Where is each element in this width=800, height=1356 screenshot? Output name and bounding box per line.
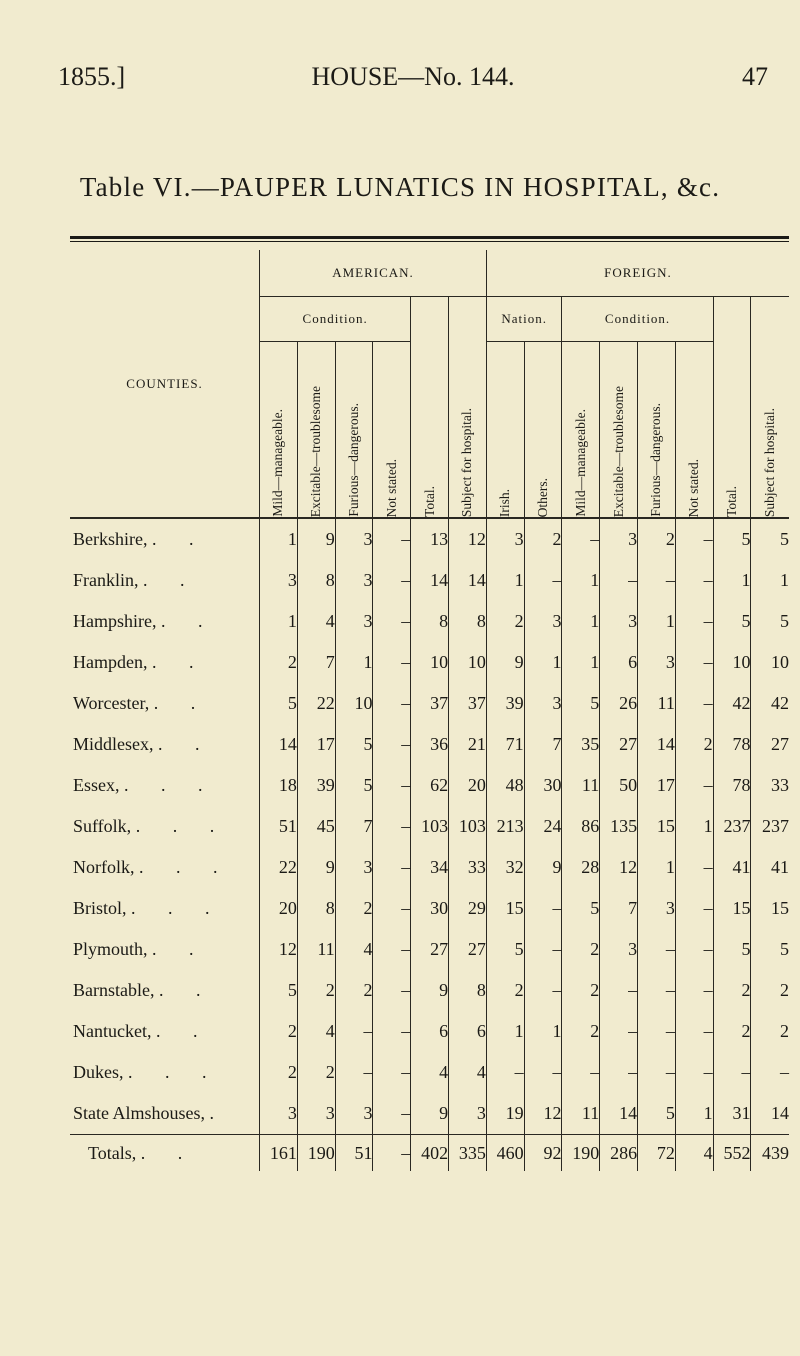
value-cell: 2 — [335, 970, 373, 1011]
table-row — [70, 601, 789, 642]
value-cell: 4 — [411, 1052, 449, 1093]
county-cell: Middlesex, . . — [73, 734, 214, 754]
value-cell: 34 — [411, 847, 449, 888]
total-cell: 161 — [260, 1135, 298, 1172]
value-cell: 35 — [562, 724, 600, 765]
value-cell: 2 — [713, 970, 751, 1011]
value-cell: – — [675, 642, 713, 683]
county-cell: Franklin, . . — [73, 570, 199, 590]
value-cell: 103 — [411, 806, 449, 847]
value-cell: 42 — [713, 683, 751, 724]
value-cell: 5 — [562, 683, 600, 724]
value-cell: 27 — [411, 929, 449, 970]
value-cell: – — [600, 1052, 638, 1093]
value-cell: 2 — [751, 970, 789, 1011]
value-cell: 27 — [600, 724, 638, 765]
value-cell: – — [638, 560, 676, 601]
value-cell: 4 — [297, 601, 335, 642]
year-label: 1855.] — [58, 62, 126, 91]
value-cell: 41 — [751, 847, 789, 888]
value-cell: 1 — [751, 560, 789, 601]
total-cell: 190 — [297, 1135, 335, 1172]
value-cell: – — [373, 724, 411, 765]
value-cell: – — [373, 1093, 411, 1135]
value-cell: 51 — [260, 806, 298, 847]
foreign-mild-header: Mild—manageable. — [562, 342, 600, 519]
value-cell: 8 — [411, 601, 449, 642]
value-cell: – — [675, 929, 713, 970]
value-cell: 14 — [411, 560, 449, 601]
value-cell: 10 — [449, 642, 487, 683]
value-cell: 7 — [600, 888, 638, 929]
value-cell: 3 — [638, 642, 676, 683]
american-not-stated-header: Not stated. — [373, 342, 411, 519]
total-cell: 92 — [524, 1135, 562, 1172]
value-cell: 5 — [751, 929, 789, 970]
value-cell: 37 — [411, 683, 449, 724]
value-cell: – — [524, 560, 562, 601]
value-cell: 1 — [638, 847, 676, 888]
value-cell: 5 — [713, 601, 751, 642]
american-hospital-header: Subject for hospital. — [449, 297, 487, 519]
table-row — [70, 518, 789, 560]
value-cell: – — [675, 970, 713, 1011]
totals-label: Totals, . . — [70, 1135, 260, 1172]
total-cell: 552 — [713, 1135, 751, 1172]
value-cell: 103 — [449, 806, 487, 847]
county-cell: Dukes, . . . — [73, 1062, 221, 1082]
table-row — [70, 1011, 789, 1052]
american-condition-header: Condition. — [260, 297, 411, 342]
value-cell: 78 — [713, 765, 751, 806]
value-cell: – — [373, 560, 411, 601]
value-cell: 17 — [638, 765, 676, 806]
value-cell: 31 — [713, 1093, 751, 1135]
american-mild-header: Mild—manageable. — [260, 342, 298, 519]
table-row — [70, 929, 789, 970]
value-cell: 45 — [297, 806, 335, 847]
value-cell: 1 — [713, 560, 751, 601]
county-cell: Nantucket, . . — [73, 1021, 212, 1041]
total-cell: – — [373, 1135, 411, 1172]
page-number: 47 — [742, 62, 768, 91]
value-cell: 21 — [449, 724, 487, 765]
value-cell: 36 — [411, 724, 449, 765]
value-cell: 29 — [449, 888, 487, 929]
value-cell: 5 — [713, 929, 751, 970]
value-cell: – — [335, 1052, 373, 1093]
value-cell: – — [675, 601, 713, 642]
value-cell: 19 — [486, 1093, 524, 1135]
table-body — [70, 518, 789, 1171]
others-header: Others. — [524, 342, 562, 519]
value-cell: 10 — [335, 683, 373, 724]
value-cell: 11 — [562, 1093, 600, 1135]
value-cell: 48 — [486, 765, 524, 806]
value-cell: 33 — [449, 847, 487, 888]
value-cell: – — [562, 518, 600, 560]
value-cell: 1 — [675, 1093, 713, 1135]
value-cell: 2 — [675, 724, 713, 765]
value-cell: 1 — [260, 601, 298, 642]
value-cell: 2 — [486, 601, 524, 642]
value-cell: 1 — [562, 560, 600, 601]
value-cell: 2 — [751, 1011, 789, 1052]
value-cell: 12 — [524, 1093, 562, 1135]
value-cell: 32 — [486, 847, 524, 888]
value-cell: 213 — [486, 806, 524, 847]
value-cell: – — [373, 518, 411, 560]
value-cell: 30 — [524, 765, 562, 806]
total-cell: 72 — [638, 1135, 676, 1172]
value-cell: 11 — [638, 683, 676, 724]
value-cell: 2 — [713, 1011, 751, 1052]
value-cell: 5 — [335, 765, 373, 806]
value-cell: 3 — [260, 1093, 298, 1135]
value-cell: 18 — [260, 765, 298, 806]
value-cell: 27 — [449, 929, 487, 970]
value-cell: 12 — [600, 847, 638, 888]
foreign-furious-header: Furious—dangerous. — [638, 342, 676, 519]
county-cell: Barnstable, . . — [73, 980, 215, 1000]
county-cell: Berkshire, . . — [73, 529, 208, 549]
county-cell: State Almshouses, . — [73, 1103, 229, 1123]
value-cell: – — [638, 929, 676, 970]
value-cell: 5 — [260, 683, 298, 724]
value-cell: 30 — [411, 888, 449, 929]
foreign-total-header: Total. — [713, 297, 751, 519]
value-cell: – — [675, 518, 713, 560]
value-cell: 37 — [449, 683, 487, 724]
value-cell: 14 — [600, 1093, 638, 1135]
value-cell: 3 — [524, 601, 562, 642]
lunatics-table — [70, 250, 789, 1171]
value-cell: 4 — [297, 1011, 335, 1052]
value-cell: 26 — [600, 683, 638, 724]
value-cell: – — [373, 847, 411, 888]
value-cell: 22 — [297, 683, 335, 724]
value-cell: 9 — [411, 1093, 449, 1135]
value-cell: 2 — [297, 970, 335, 1011]
value-cell: 135 — [600, 806, 638, 847]
value-cell: 3 — [335, 518, 373, 560]
value-cell: 41 — [713, 847, 751, 888]
value-cell: 15 — [751, 888, 789, 929]
value-cell: 3 — [600, 601, 638, 642]
value-cell: – — [638, 1052, 676, 1093]
value-cell: – — [638, 1011, 676, 1052]
value-cell: 1 — [562, 642, 600, 683]
value-cell: 14 — [449, 560, 487, 601]
value-cell: – — [675, 1011, 713, 1052]
value-cell: 50 — [600, 765, 638, 806]
value-cell: 7 — [524, 724, 562, 765]
table-row — [70, 683, 789, 724]
value-cell: 2 — [260, 1011, 298, 1052]
value-cell: 5 — [751, 601, 789, 642]
county-cell: Plymouth, . . — [73, 939, 208, 959]
value-cell: – — [524, 970, 562, 1011]
value-cell: – — [675, 683, 713, 724]
value-cell: – — [373, 765, 411, 806]
value-cell: – — [524, 888, 562, 929]
table-row — [70, 1052, 789, 1093]
foreign-condition-header: Condition. — [562, 297, 713, 342]
table-row — [70, 642, 789, 683]
top-rule-thin — [70, 241, 789, 242]
value-cell: 8 — [297, 560, 335, 601]
value-cell: – — [751, 1052, 789, 1093]
value-cell: 9 — [411, 970, 449, 1011]
total-cell: 286 — [600, 1135, 638, 1172]
value-cell: 4 — [335, 929, 373, 970]
foreign-excitable-header: Excitable—troublesome — [600, 342, 638, 519]
value-cell: 3 — [524, 683, 562, 724]
table-row — [70, 970, 789, 1011]
value-cell: 13 — [411, 518, 449, 560]
value-cell: 10 — [751, 642, 789, 683]
value-cell: 9 — [486, 642, 524, 683]
value-cell: 20 — [449, 765, 487, 806]
value-cell: 15 — [713, 888, 751, 929]
county-cell: Essex, . . . — [73, 775, 217, 795]
table-row — [70, 724, 789, 765]
value-cell: 3 — [297, 1093, 335, 1135]
value-cell: 3 — [600, 518, 638, 560]
value-cell: 28 — [562, 847, 600, 888]
county-cell: Bristol, . . . — [73, 898, 224, 918]
table-row — [70, 888, 789, 929]
value-cell: – — [675, 1052, 713, 1093]
value-cell: 2 — [260, 1052, 298, 1093]
value-cell: 14 — [260, 724, 298, 765]
value-cell: 6 — [449, 1011, 487, 1052]
value-cell: 4 — [449, 1052, 487, 1093]
value-cell: 2 — [486, 970, 524, 1011]
value-cell: 14 — [638, 724, 676, 765]
value-cell: 8 — [297, 888, 335, 929]
foreign-not-stated-header: Not stated. — [675, 342, 713, 519]
value-cell: 9 — [524, 847, 562, 888]
value-cell: 71 — [486, 724, 524, 765]
value-cell: 2 — [335, 888, 373, 929]
american-header: AMERICAN. — [260, 250, 487, 297]
table-row — [70, 806, 789, 847]
value-cell: – — [373, 683, 411, 724]
value-cell: 237 — [713, 806, 751, 847]
document-label: HOUSE—No. 144. — [311, 62, 515, 91]
value-cell: 15 — [638, 806, 676, 847]
value-cell: 17 — [297, 724, 335, 765]
value-cell: – — [600, 560, 638, 601]
value-cell: 5 — [335, 724, 373, 765]
value-cell: – — [600, 970, 638, 1011]
value-cell: 1 — [524, 642, 562, 683]
total-cell: 402 — [411, 1135, 449, 1172]
value-cell: 6 — [600, 642, 638, 683]
value-cell: – — [373, 601, 411, 642]
value-cell: 2 — [524, 518, 562, 560]
value-cell: 24 — [524, 806, 562, 847]
value-cell: 1 — [638, 601, 676, 642]
american-total-header: Total. — [411, 297, 449, 519]
table-row — [70, 765, 789, 806]
value-cell: – — [373, 806, 411, 847]
value-cell: – — [562, 1052, 600, 1093]
value-cell: 5 — [713, 518, 751, 560]
value-cell: 9 — [297, 847, 335, 888]
value-cell: – — [373, 929, 411, 970]
value-cell: 3 — [335, 601, 373, 642]
total-cell: 335 — [449, 1135, 487, 1172]
value-cell: 3 — [260, 560, 298, 601]
value-cell: 5 — [638, 1093, 676, 1135]
value-cell: 1 — [486, 560, 524, 601]
value-cell: – — [524, 929, 562, 970]
value-cell: – — [524, 1052, 562, 1093]
value-cell: – — [486, 1052, 524, 1093]
value-cell: – — [675, 560, 713, 601]
value-cell: 3 — [486, 518, 524, 560]
total-cell: 190 — [562, 1135, 600, 1172]
value-cell: 9 — [297, 518, 335, 560]
value-cell: – — [373, 888, 411, 929]
value-cell: 20 — [260, 888, 298, 929]
counties-header: COUNTIES. — [70, 250, 260, 518]
table-row — [70, 847, 789, 888]
value-cell: 2 — [562, 929, 600, 970]
value-cell: 14 — [751, 1093, 789, 1135]
county-cell: Hampshire, . . — [73, 611, 217, 631]
value-cell: – — [373, 1052, 411, 1093]
running-head — [58, 62, 768, 96]
value-cell: 3 — [335, 847, 373, 888]
table-row — [70, 1093, 789, 1135]
value-cell: 237 — [751, 806, 789, 847]
total-cell: 4 — [675, 1135, 713, 1172]
county-cell: Suffolk, . . . — [73, 816, 229, 836]
value-cell: 10 — [713, 642, 751, 683]
value-cell: 3 — [449, 1093, 487, 1135]
value-cell: 78 — [713, 724, 751, 765]
value-cell: 5 — [260, 970, 298, 1011]
value-cell: 3 — [600, 929, 638, 970]
value-cell: – — [373, 970, 411, 1011]
value-cell: 33 — [751, 765, 789, 806]
value-cell: 5 — [751, 518, 789, 560]
value-cell: 11 — [562, 765, 600, 806]
american-furious-header: Furious—dangerous. — [335, 342, 373, 519]
value-cell: 1 — [562, 601, 600, 642]
total-cell: 439 — [751, 1135, 789, 1172]
table-row — [70, 560, 789, 601]
value-cell: 39 — [297, 765, 335, 806]
value-cell: 6 — [411, 1011, 449, 1052]
value-cell: – — [373, 642, 411, 683]
value-cell: 2 — [297, 1052, 335, 1093]
value-cell: 3 — [335, 1093, 373, 1135]
value-cell: – — [713, 1052, 751, 1093]
value-cell: – — [335, 1011, 373, 1052]
total-cell: 460 — [486, 1135, 524, 1172]
value-cell: 2 — [562, 970, 600, 1011]
value-cell: 3 — [638, 888, 676, 929]
value-cell: 5 — [486, 929, 524, 970]
foreign-hospital-header: Subject for hospital. — [751, 297, 789, 519]
county-cell: Norfolk, . . . — [73, 857, 232, 877]
value-cell: – — [675, 888, 713, 929]
value-cell: – — [675, 765, 713, 806]
value-cell: 1 — [486, 1011, 524, 1052]
county-cell: Hampden, . . — [73, 652, 208, 672]
value-cell: – — [675, 847, 713, 888]
value-cell: 1 — [335, 642, 373, 683]
irish-header: Irish. — [486, 342, 524, 519]
value-cell: – — [638, 970, 676, 1011]
value-cell: 12 — [260, 929, 298, 970]
value-cell: 1 — [675, 806, 713, 847]
value-cell: 10 — [411, 642, 449, 683]
value-cell: 11 — [297, 929, 335, 970]
value-cell: 15 — [486, 888, 524, 929]
value-cell: 5 — [562, 888, 600, 929]
value-cell: 2 — [638, 518, 676, 560]
value-cell: 1 — [260, 518, 298, 560]
county-cell: Worcester, . . — [73, 693, 210, 713]
foreign-header: FOREIGN. — [486, 250, 789, 297]
value-cell: 8 — [449, 601, 487, 642]
value-cell: 2 — [260, 642, 298, 683]
value-cell: 3 — [335, 560, 373, 601]
value-cell: 39 — [486, 683, 524, 724]
value-cell: 27 — [751, 724, 789, 765]
value-cell: 62 — [411, 765, 449, 806]
top-rule — [70, 236, 789, 239]
value-cell: 7 — [297, 642, 335, 683]
value-cell: – — [600, 1011, 638, 1052]
value-cell: 8 — [449, 970, 487, 1011]
value-cell: – — [373, 1011, 411, 1052]
value-cell: 12 — [449, 518, 487, 560]
value-cell: 86 — [562, 806, 600, 847]
value-cell: 7 — [335, 806, 373, 847]
totals-row — [70, 1135, 789, 1172]
value-cell: 42 — [751, 683, 789, 724]
value-cell: 22 — [260, 847, 298, 888]
total-cell: 51 — [335, 1135, 373, 1172]
value-cell: 2 — [562, 1011, 600, 1052]
value-cell: 1 — [524, 1011, 562, 1052]
table-title: Table VI.—PAUPER LUNATICS IN HOSPITAL, &c. — [79, 172, 721, 202]
nation-header: Nation. — [486, 297, 562, 342]
american-excitable-header: Excitable—troublesome — [297, 342, 335, 519]
